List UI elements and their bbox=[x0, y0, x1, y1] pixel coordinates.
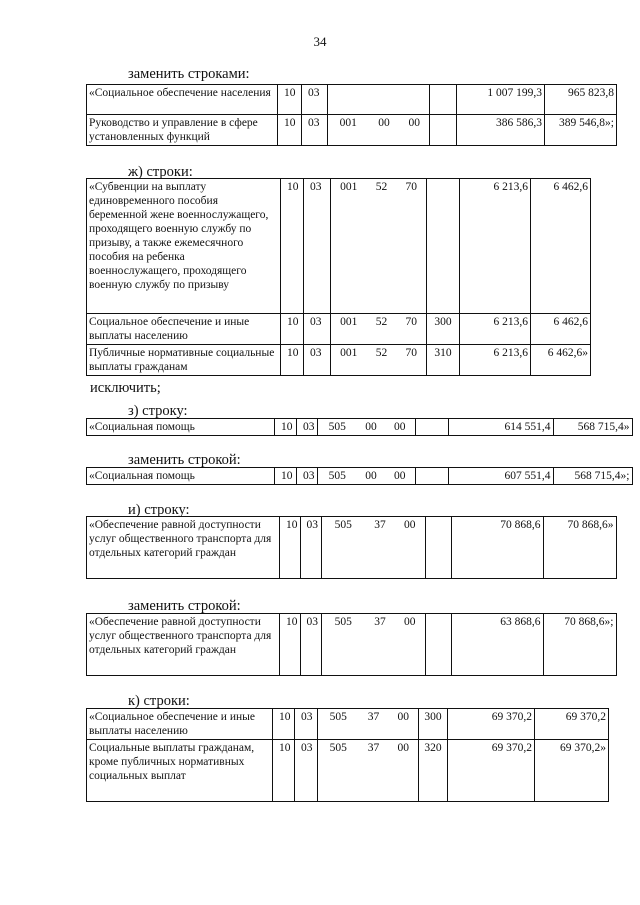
row-csr-3: 70 bbox=[397, 179, 427, 314]
table-row bbox=[87, 614, 617, 676]
row-rz: 10 bbox=[280, 517, 301, 579]
row-year-1: 614 551,4 bbox=[448, 419, 553, 436]
exclude-note: исключить; bbox=[90, 380, 161, 396]
row-vr: 310 bbox=[427, 345, 460, 376]
row-year-2: 6 462,6 bbox=[531, 179, 591, 314]
row-pr: 03 bbox=[302, 85, 328, 115]
section-heading: ж) строки: bbox=[128, 164, 193, 180]
row-csr-3: 70 bbox=[397, 314, 427, 345]
budget-table bbox=[86, 613, 617, 676]
row-csr-2: 52 bbox=[367, 345, 397, 376]
budget-table bbox=[86, 708, 609, 802]
section-heading: заменить строкой: bbox=[128, 452, 241, 468]
row-csr-3: 00 bbox=[395, 517, 425, 579]
row-year-1: 63 868,6 bbox=[451, 614, 543, 676]
row-pr: 03 bbox=[300, 614, 321, 676]
row-name: «Обеспечение равной доступности услуг общественного транспорта для отдельных категорий граждан bbox=[87, 614, 280, 676]
row-csr-2 bbox=[369, 85, 400, 115]
row-csr-3: 00 bbox=[389, 740, 419, 802]
row-year-1: 69 370,2 bbox=[448, 740, 535, 802]
row-pr: 03 bbox=[297, 419, 318, 436]
row-rz: 10 bbox=[278, 115, 302, 146]
row-vr: 300 bbox=[427, 314, 460, 345]
section-heading: з) строку: bbox=[128, 403, 188, 419]
table-row bbox=[87, 740, 609, 802]
row-csr-2: 00 bbox=[357, 468, 385, 485]
row-year-2: 69 370,2» bbox=[535, 740, 609, 802]
row-vr bbox=[425, 517, 451, 579]
row-year-1: 6 213,6 bbox=[460, 179, 531, 314]
row-rz: 10 bbox=[281, 179, 304, 314]
budget-table bbox=[86, 84, 617, 146]
row-csr-3: 00 bbox=[395, 614, 425, 676]
row-vr bbox=[415, 468, 448, 485]
row-csr-2: 00 bbox=[369, 115, 400, 146]
row-csr-2: 37 bbox=[365, 517, 395, 579]
row-year-2: 389 546,8»; bbox=[545, 115, 617, 146]
row-year-1: 6 213,6 bbox=[460, 345, 531, 376]
row-csr-2: 37 bbox=[359, 709, 389, 740]
row-pr: 03 bbox=[302, 115, 328, 146]
row-name: «Социальная помощь bbox=[87, 419, 275, 436]
row-csr-3 bbox=[400, 85, 430, 115]
row-year-2: 70 868,6»; bbox=[543, 614, 616, 676]
row-vr bbox=[430, 115, 457, 146]
row-rz: 10 bbox=[273, 740, 295, 802]
row-vr: 320 bbox=[419, 740, 448, 802]
row-csr-3: 00 bbox=[389, 709, 419, 740]
budget-table bbox=[86, 178, 591, 376]
row-name: Социальное обеспечение и иные выплаты населению bbox=[87, 314, 281, 345]
row-csr-1: 505 bbox=[321, 517, 365, 579]
row-pr: 03 bbox=[300, 517, 321, 579]
row-csr-1: 001 bbox=[331, 314, 367, 345]
row-year-1: 1 007 199,3 bbox=[457, 85, 545, 115]
row-csr-1: 505 bbox=[317, 468, 357, 485]
section-heading: и) строку: bbox=[128, 502, 190, 518]
row-pr: 03 bbox=[304, 345, 331, 376]
table-row bbox=[87, 709, 609, 740]
table-row bbox=[87, 468, 633, 485]
row-year-1: 69 370,2 bbox=[448, 709, 535, 740]
budget-table bbox=[86, 516, 617, 579]
row-csr-1: 001 bbox=[328, 115, 369, 146]
row-year-2: 568 715,4»; bbox=[553, 468, 632, 485]
row-name: «Социальное обеспечение и иные выплаты населению bbox=[87, 709, 273, 740]
table-row bbox=[87, 345, 591, 376]
row-year-2: 6 462,6 bbox=[531, 314, 591, 345]
section-heading: заменить строками: bbox=[128, 66, 250, 82]
row-year-2: 568 715,4» bbox=[553, 419, 632, 436]
row-year-1: 386 586,3 bbox=[457, 115, 545, 146]
row-csr-1: 001 bbox=[331, 179, 367, 314]
row-vr bbox=[415, 419, 448, 436]
row-csr-1: 505 bbox=[321, 614, 365, 676]
row-rz: 10 bbox=[275, 419, 297, 436]
row-vr: 300 bbox=[419, 709, 448, 740]
table-row bbox=[87, 115, 617, 146]
row-vr bbox=[425, 614, 451, 676]
row-name: Публичные нормативные социальные выплаты гражданам bbox=[87, 345, 281, 376]
table-row bbox=[87, 85, 617, 115]
row-name: Социальные выплаты гражданам, кроме публичных нормативных социальных выплат bbox=[87, 740, 273, 802]
row-year-2: 70 868,6» bbox=[543, 517, 616, 579]
row-csr-2: 37 bbox=[359, 740, 389, 802]
row-year-1: 607 551,4 bbox=[448, 468, 553, 485]
table-row bbox=[87, 419, 633, 436]
row-csr-1: 505 bbox=[318, 740, 359, 802]
row-vr bbox=[430, 85, 457, 115]
row-rz: 10 bbox=[278, 85, 302, 115]
budget-table bbox=[86, 418, 633, 436]
row-name: «Социальное обеспечение населения bbox=[87, 85, 278, 115]
row-name: «Социальная помощь bbox=[87, 468, 275, 485]
row-year-2: 69 370,2 bbox=[535, 709, 609, 740]
row-vr bbox=[427, 179, 460, 314]
row-name: «Обеспечение равной доступности услуг общественного транспорта для отдельных категорий граждан bbox=[87, 517, 280, 579]
row-pr: 03 bbox=[304, 314, 331, 345]
row-year-1: 6 213,6 bbox=[460, 314, 531, 345]
row-csr-2: 52 bbox=[367, 179, 397, 314]
row-csr-3: 00 bbox=[400, 115, 430, 146]
row-pr: 03 bbox=[304, 179, 331, 314]
row-name: «Субвенции на выплату единовременного пособия беременной жене военнослужащего, проходящего военную службу по призыву, а также ежемесячного пособия на ребенка военнослужащего, проходящего военную службу по призыву bbox=[87, 179, 281, 314]
row-name: Руководство и управление в сфере установленных функций bbox=[87, 115, 278, 146]
row-csr-2: 00 bbox=[357, 419, 385, 436]
row-csr-3: 00 bbox=[385, 419, 415, 436]
row-rz: 10 bbox=[281, 345, 304, 376]
page-number: 34 bbox=[313, 34, 327, 49]
row-csr-1: 505 bbox=[317, 419, 357, 436]
section-heading: к) строки: bbox=[128, 693, 190, 709]
row-year-2: 6 462,6» bbox=[531, 345, 591, 376]
row-csr-1 bbox=[328, 85, 369, 115]
row-rz: 10 bbox=[280, 614, 301, 676]
table-row bbox=[87, 314, 591, 345]
row-pr: 03 bbox=[297, 468, 318, 485]
row-csr-1: 505 bbox=[318, 709, 359, 740]
row-rz: 10 bbox=[275, 468, 297, 485]
row-year-2: 965 823,8 bbox=[545, 85, 617, 115]
row-pr: 03 bbox=[295, 709, 318, 740]
row-year-1: 70 868,6 bbox=[451, 517, 543, 579]
row-csr-3: 00 bbox=[385, 468, 415, 485]
table-row bbox=[87, 517, 617, 579]
budget-table bbox=[86, 467, 633, 485]
section-heading: заменить строкой: bbox=[128, 598, 241, 614]
row-csr-1: 001 bbox=[331, 345, 367, 376]
row-rz: 10 bbox=[273, 709, 295, 740]
row-pr: 03 bbox=[295, 740, 318, 802]
row-csr-2: 52 bbox=[367, 314, 397, 345]
row-csr-3: 70 bbox=[397, 345, 427, 376]
row-rz: 10 bbox=[281, 314, 304, 345]
row-csr-2: 37 bbox=[365, 614, 395, 676]
table-row bbox=[87, 179, 591, 314]
